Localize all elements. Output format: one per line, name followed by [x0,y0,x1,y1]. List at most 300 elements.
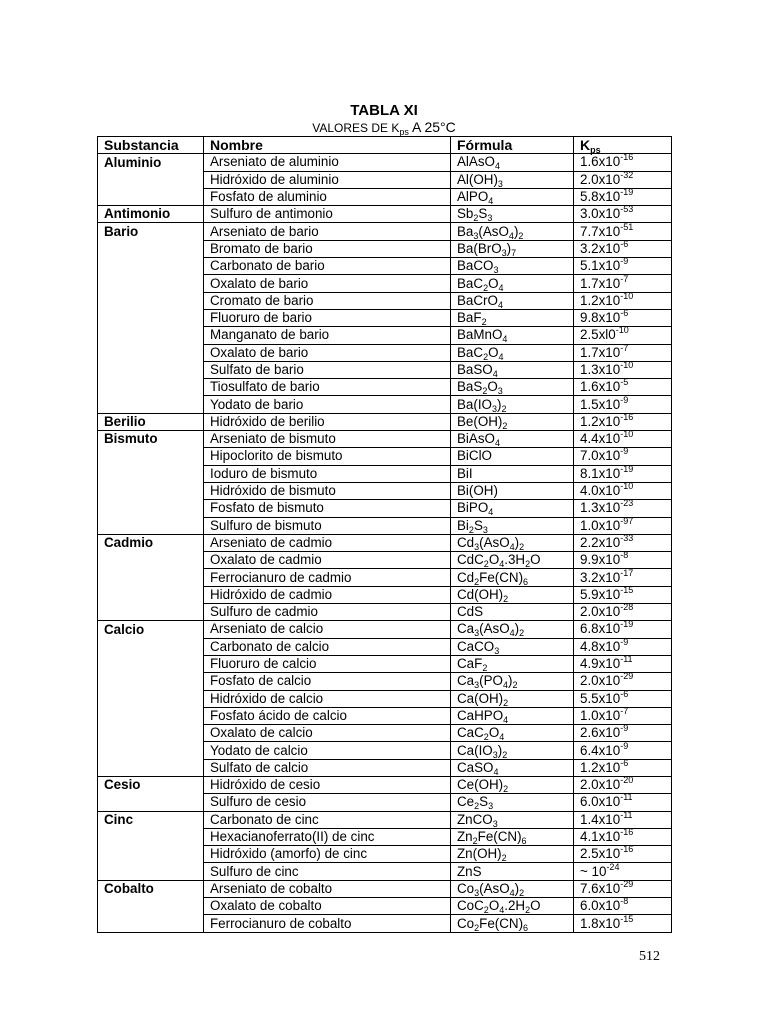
cell-substancia [98,863,204,880]
kps-mantissa: 2.5x10 [580,846,621,862]
formula-subscript: 2 [472,836,478,847]
cell-substancia [98,725,204,742]
cell-kps [574,759,672,776]
cell-substancia [98,794,204,811]
cell-formula [451,482,574,499]
formula-subscript: 2 [483,351,489,362]
table-row [98,569,672,586]
cell-nombre: Sulfato de bario [204,361,451,378]
table-row [98,846,672,863]
formula-text: BaMnO [457,327,503,343]
cell-substancia: Cinc [98,811,204,828]
cell-kps [574,465,672,482]
formula-text: Fe(CN) [479,915,524,931]
cell-nombre: Sulfato de calcio [204,759,451,776]
formula-subscript: 6 [523,576,529,587]
cell-substancia [98,638,204,655]
formula-subscript: 3 [487,213,493,224]
cell-nombre: Oxalato de cadmio [204,552,451,569]
kps-exponent: -19 [620,187,634,198]
cell-kps [574,707,672,724]
kps-exponent: -6 [620,757,629,768]
formula-subscript: 3 [474,628,480,639]
cell-kps [574,552,672,569]
kps-exponent: -97 [620,515,634,526]
cell-formula [451,915,574,932]
cell-formula [451,275,574,292]
kps-mantissa: 2.5xl0 [580,327,616,343]
kps-exponent: -7 [620,342,629,353]
cell-kps [574,448,672,465]
formula-text: Cd [457,569,475,585]
cell-formula [451,569,574,586]
table-row [98,552,672,569]
formula-subscript: 3 [482,524,488,535]
cell-formula [451,811,574,828]
table-row [98,638,672,655]
cell-substancia: Cobalto [98,880,204,897]
subtitle-suffix: A 25°C [408,119,456,135]
cell-formula [451,552,574,569]
formula-subscript: 2 [518,230,524,241]
formula-subscript: 4 [488,507,494,518]
cell-nombre: Hidróxido de cadmio [204,586,451,603]
cell-nombre: Arseniato de aluminio [204,154,451,171]
cell-formula [451,517,574,534]
formula-subscript: 2 [482,663,488,674]
cell-substancia: Berilio [98,413,204,430]
formula-text: O [488,725,500,741]
table-row [98,431,672,448]
formula-text: O [488,552,500,568]
cell-formula [451,379,574,396]
table-row [98,655,672,672]
formula-subscript: 4 [498,282,504,293]
formula-text: CaCO [457,638,495,654]
cell-kps [574,258,672,275]
formula-subscript: 2 [474,576,480,587]
formula-subscript: 2 [503,697,509,708]
formula-text: CaHPO [457,707,504,723]
kps-mantissa: ~ 10 [580,863,607,879]
formula-text: S [479,794,489,810]
formula-subscript: 2 [525,905,531,916]
kps-exponent: -9 [620,256,629,267]
cell-formula [451,776,574,793]
formula-subscript: 4 [492,369,498,379]
formula-text: ) [513,223,519,239]
cell-substancia [98,604,204,621]
table-row [98,794,672,811]
table-row [98,361,672,378]
cell-kps [574,690,672,707]
kps-exponent: -32 [620,169,634,180]
formula-subscript: 4 [499,559,505,570]
table-row [98,240,672,257]
kps-exponent: -33 [620,532,634,543]
header-substancia: Substancia [98,137,204,154]
subtitle-sub: ps [399,127,409,137]
kps-mantissa: 7.7x10 [580,223,621,239]
table-row [98,309,672,326]
cell-substancia [98,171,204,188]
cell-nombre: Oxalato de bario [204,344,451,361]
cell-nombre: Ioduro de bismuto [204,465,451,482]
kps-mantissa: 3.2x10 [580,569,621,585]
cell-kps [574,638,672,655]
formula-text: Ce [457,794,475,810]
page-number: 512 [639,949,660,964]
header-kps [574,137,672,154]
cell-nombre: Oxalato de bario [204,275,451,292]
cell-nombre: Arseniato de calcio [204,621,451,638]
kps-exponent: -19 [620,619,634,630]
kps-exponent: -53 [620,204,634,215]
cell-kps [574,725,672,742]
kps-exponent: -10 [620,290,634,301]
kps-exponent: -16 [620,844,634,855]
cell-kps [574,534,672,551]
kps-mantissa: 2.0x10 [580,673,621,689]
cell-formula [451,448,574,465]
kps-exponent: -8 [620,550,629,561]
formula-subscript: 6 [523,922,529,933]
kps-exponent: -9 [620,446,629,457]
kps-exponent: -20 [620,775,634,786]
formula-subscript: 3 [474,887,480,898]
formula-text: ZnCO [457,811,493,827]
formula-subscript: 2 [525,559,531,570]
formula-subscript: 4 [497,299,503,310]
formula-subscript: 3 [474,541,480,552]
formula-text: ) [497,396,502,412]
table-row [98,915,672,932]
cell-substancia: Aluminio [98,154,204,171]
cell-substancia [98,655,204,672]
cell-substancia: Cesio [98,776,204,793]
kps-mantissa: 2.0x10 [580,777,621,793]
kps-exponent: -15 [620,584,634,595]
cell-substancia [98,465,204,482]
formula-text: O [488,275,499,291]
cell-formula [451,880,574,897]
table-row [98,379,672,396]
cell-nombre: Ferrocianuro de cadmio [204,569,451,586]
kps-mantissa: 4.9x10 [580,656,621,672]
cell-nombre: Carbonato de calcio [204,638,451,655]
cell-formula [451,431,574,448]
cell-substancia [98,188,204,205]
cell-kps [574,413,672,430]
cell-substancia [98,379,204,396]
formula-text: BiClO [457,448,492,464]
formula-text: CdC [457,552,484,568]
formula-text: Be(OH) [457,413,503,429]
formula-text: O [530,552,541,568]
kps-exponent: -23 [620,498,634,509]
cell-kps [574,379,672,396]
formula-text: Al(OH) [457,171,498,187]
cell-substancia [98,846,204,863]
kps-mantissa: 1.8x10 [580,915,621,931]
kps-exponent: -9 [620,394,629,405]
cell-substancia [98,673,204,690]
formula-text: BaS [457,379,483,395]
formula-subscript: 4 [488,196,494,207]
cell-formula [451,361,574,378]
formula-subscript: 2 [474,922,480,933]
cell-kps [574,206,672,223]
cell-kps [574,604,672,621]
table-row [98,707,672,724]
formula-subscript: 4 [494,161,500,172]
cell-nombre: Hidróxido de cesio [204,776,451,793]
kps-exponent: -16 [620,152,634,163]
cell-substancia [98,258,204,275]
formula-text: BaSO [457,362,493,377]
cell-substancia [98,742,204,759]
cell-nombre: Hidróxido de berilio [204,413,451,430]
table-row [98,188,672,205]
kps-mantissa: 5.5x10 [580,690,621,706]
formula-text: Bi(OH) [457,483,498,499]
formula-subscript: 3 [491,403,497,414]
cell-substancia: Calcio [98,621,204,638]
table-row [98,500,672,517]
cell-kps [574,863,672,880]
cell-kps [574,171,672,188]
table-row [98,742,672,759]
table-row [98,759,672,776]
kps-mantissa: 5.9x10 [580,586,621,602]
cell-nombre: Manganato de bario [204,327,451,344]
table-row [98,258,672,275]
formula-text: CdS [457,604,484,620]
cell-substancia [98,396,204,413]
cell-substancia: Antimonio [98,206,204,223]
formula-subscript: 2 [519,887,525,898]
formula-text: BaC [457,275,484,291]
kps-exponent: -16 [620,411,634,422]
kps-mantissa: 1.2x10 [580,292,621,308]
cell-formula [451,794,574,811]
cell-kps [574,309,672,326]
table-row [98,223,672,240]
table-row [98,344,672,361]
formula-subscript: 2 [512,680,518,691]
formula-subscript: 2 [519,628,525,639]
kps-exponent: -7 [620,705,629,716]
formula-subscript: 4 [509,541,515,552]
kps-mantissa: 1.5x10 [580,396,621,412]
cell-nombre: Oxalato de cobalto [204,898,451,915]
cell-formula [451,292,574,309]
formula-subscript: 2 [468,524,474,535]
cell-nombre: Hidróxido de aluminio [204,171,451,188]
formula-text: ) [497,742,503,758]
cell-nombre: Arseniato de cadmio [204,534,451,551]
cell-nombre: Fosfato de bismuto [204,500,451,517]
table-row [98,880,672,897]
formula-text: Fe(CN) [479,569,524,585]
formula-subscript: 2 [502,749,508,760]
formula-subscript: 4 [508,230,514,241]
cell-kps [574,655,672,672]
cell-nombre: Arseniato de cobalto [204,880,451,897]
cell-kps [574,915,672,932]
cell-nombre: Carbonato de bario [204,258,451,275]
kps-exponent: -8 [620,896,629,907]
formula-text: Ca [457,621,475,637]
cell-formula [451,725,574,742]
kps-mantissa: 9.9x10 [580,552,621,568]
table-row [98,898,672,915]
kps-exponent: -51 [620,221,634,232]
cell-formula [451,240,574,257]
table-row [98,171,672,188]
table-row [98,586,672,603]
table-row [98,292,672,309]
kps-exponent: -29 [620,671,634,682]
cell-kps [574,586,672,603]
cell-substancia [98,759,204,776]
formula-subscript: 3 [494,645,500,656]
formula-text: AlPO [457,189,489,205]
cell-kps [574,898,672,915]
table-row [98,396,672,413]
cell-kps [574,188,672,205]
cell-formula [451,655,574,672]
formula-subscript: 3 [492,749,498,760]
kps-exponent: -17 [620,567,634,578]
cell-nombre: Yodato de bario [204,396,451,413]
cell-nombre: Sulfuro de cinc [204,863,451,880]
kps-exponent: -15 [620,913,634,924]
table-subtitle [0,119,768,135]
cell-kps [574,240,672,257]
kps-exponent: -9 [620,636,629,647]
table-row [98,448,672,465]
formula-text: Fe(CN) [477,829,522,845]
formula-subscript: 4 [493,766,499,777]
formula-text: Co [457,915,475,931]
formula-text: ZnS [457,863,482,879]
formula-text: .3H [504,552,526,568]
kps-mantissa: 1.4x10 [580,811,621,827]
formula-text: CaF [457,656,483,672]
formula-text: ) [507,673,513,689]
cell-formula [451,534,574,551]
cell-substancia [98,292,204,309]
kps-mantissa: 1.7x10 [580,275,621,291]
cell-formula [451,223,574,240]
cell-nombre: Ferrocianuro de cobalto [204,915,451,932]
formula-text: ) [514,880,520,896]
cell-formula [451,154,574,171]
formula-text: O [487,379,498,395]
kps-mantissa: 1.7x10 [580,344,621,360]
formula-subscript: 2 [483,282,489,293]
formula-text: Ca [457,673,475,689]
table-row [98,725,672,742]
cell-kps [574,327,672,344]
table-row [98,604,672,621]
formula-text: (AsO [479,534,510,550]
formula-subscript: 2 [503,593,509,604]
cell-kps [574,431,672,448]
cell-formula [451,690,574,707]
formula-text: Ba(BrO [457,240,502,256]
formula-subscript: 4 [502,680,508,691]
kps-exponent: -10 [615,325,629,336]
kps-mantissa: 7.6x10 [580,880,621,896]
formula-text: BaCO [457,258,494,274]
kps-mantissa: 3.0x10 [580,206,621,222]
formula-text: Ce(OH) [457,777,504,793]
cell-formula [451,258,574,275]
formula-subscript: 2 [501,853,507,864]
kps-mantissa: 1.2x10 [580,413,621,429]
cell-nombre: Fosfato de calcio [204,673,451,690]
formula-subscript: 2 [502,420,508,431]
formula-text: Zn [457,829,473,845]
formula-text: CaSO [457,759,494,775]
table-row [98,863,672,880]
kps-exponent: -10 [620,481,634,492]
cell-substancia [98,309,204,326]
kps-exponent: -9 [620,723,629,734]
formula-subscript: 2 [481,317,487,328]
cell-formula [451,344,574,361]
kps-mantissa: 6.0x10 [580,794,621,810]
subtitle-prefix: VALORES DE K [312,121,400,135]
cell-formula [451,206,574,223]
kps-mantissa: 4.4x10 [580,431,621,447]
formula-subscript: 4 [494,438,500,449]
cell-kps [574,794,672,811]
cell-substancia [98,707,204,724]
formula-text: ) [514,621,520,637]
cell-nombre: Hidróxido de bismuto [204,482,451,499]
cell-formula [451,396,574,413]
kps-mantissa: 1.3x10 [580,500,621,516]
kps-mantissa: 2.6x10 [580,725,621,741]
kps-exponent: -29 [620,878,634,889]
formula-text: S [473,517,483,533]
table-row [98,413,672,430]
cell-kps [574,223,672,240]
formula-subscript: 2 [483,732,489,743]
table-row [98,811,672,828]
cell-kps [574,673,672,690]
formula-subscript: 4 [499,905,505,916]
formula-subscript: 7 [511,247,517,258]
cell-kps [574,621,672,638]
cell-formula [451,188,574,205]
cell-formula [451,604,574,621]
cell-nombre: Hidróxido (amorfo) de cinc [204,846,451,863]
cell-formula [451,863,574,880]
formula-subscript: 4 [503,714,509,725]
formula-subscript: 3 [492,818,498,829]
table-row [98,776,672,793]
kps-exponent: -19 [620,463,634,474]
formula-subscript: 2 [501,403,507,414]
kps-mantissa: 2.0x10 [580,171,621,187]
table-row [98,206,672,223]
formula-subscript: 2 [474,801,480,812]
formula-text: BaC [457,344,484,360]
